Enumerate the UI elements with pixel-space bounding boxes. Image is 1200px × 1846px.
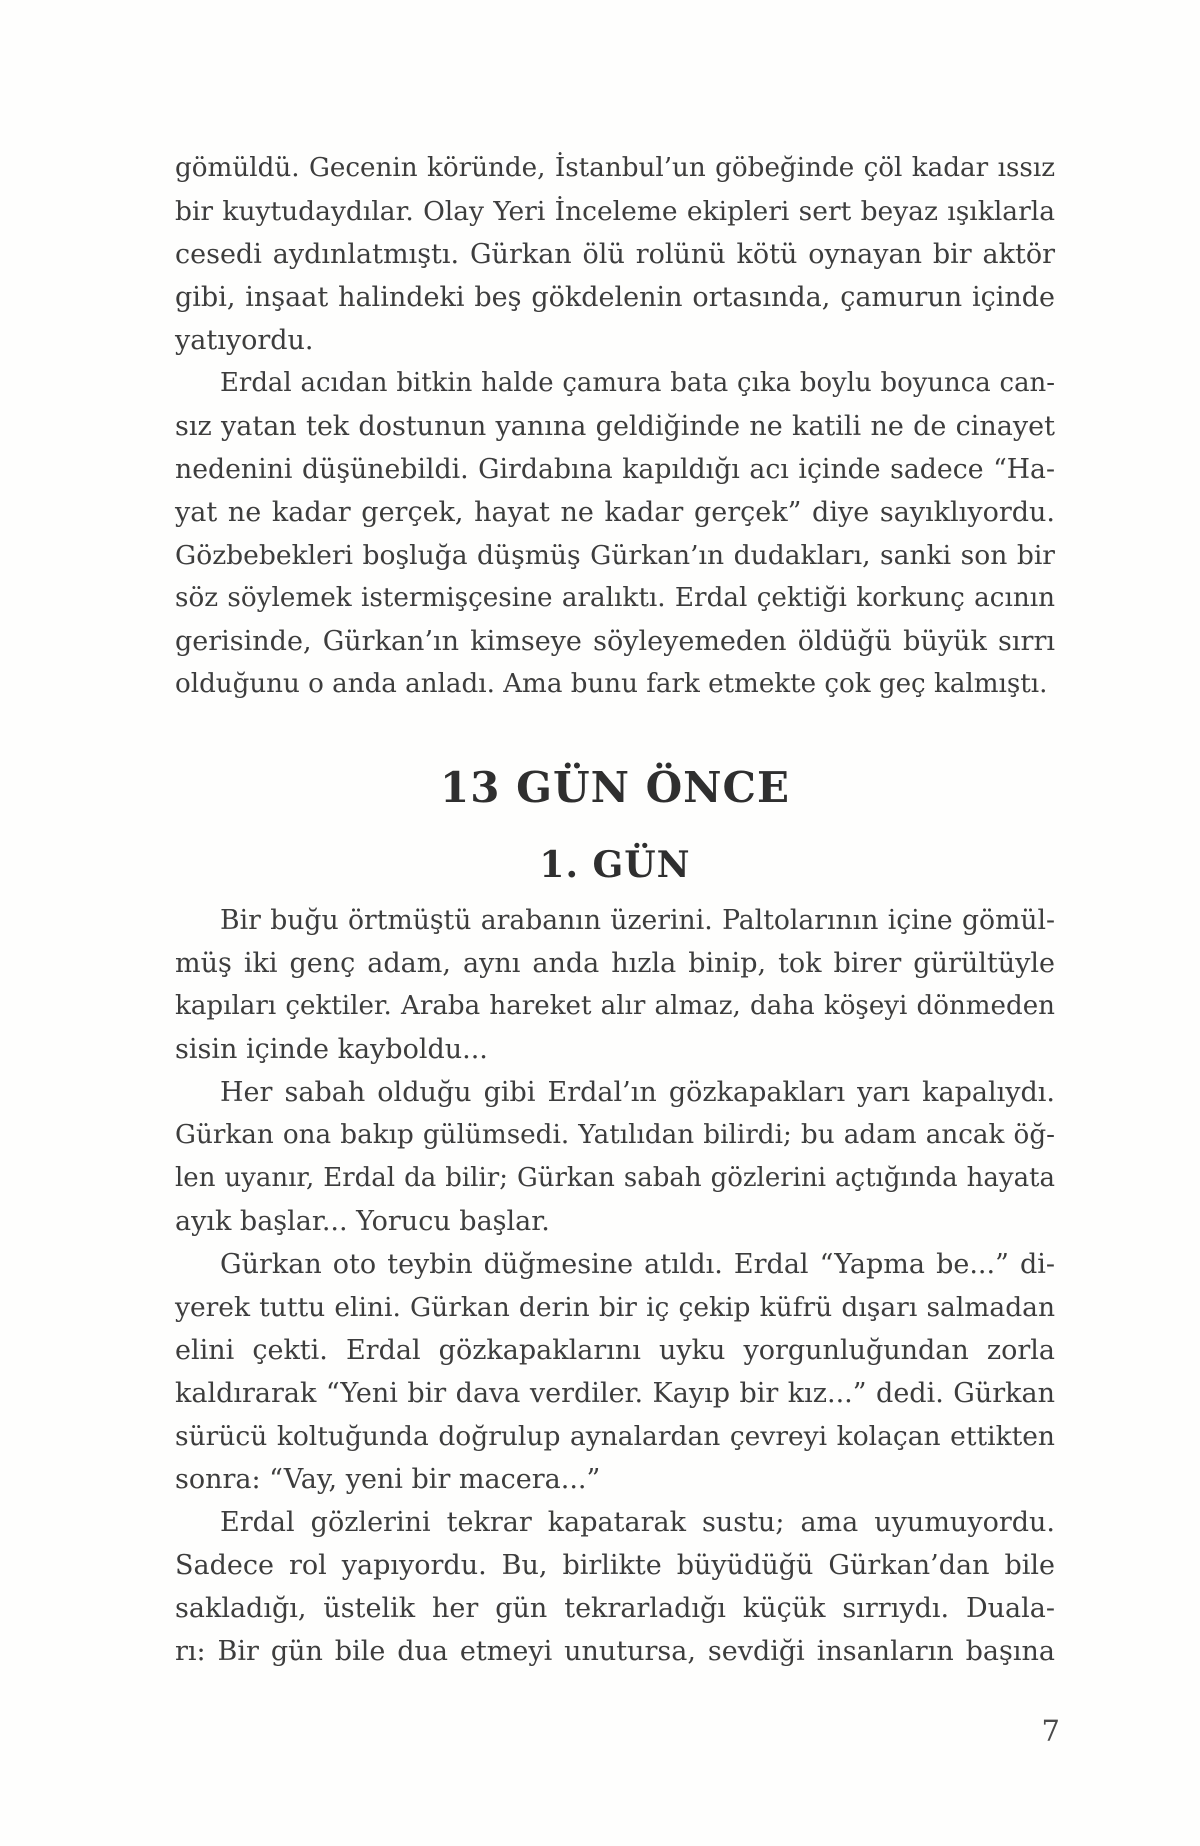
text-line: yerek tuttu elini. Gürkan derin bir iç çekip küfrü dışarı salmadan <box>175 1292 1055 1323</box>
day-heading: 1. GÜN <box>539 844 691 886</box>
text-line: olduğunu o anda anladı. Ama bunu fark etmekte çok geç kalmıştı. <box>175 669 1048 699</box>
text-line: Bir buğu örtmüştü arabanın üzerini. Paltolarının içine gömül- <box>220 905 1055 936</box>
text-line: kapıları çektiler. Araba hareket alır almaz, daha köşeyi dönmeden <box>175 991 1055 1021</box>
text-line: sisin içinde kayboldu... <box>175 1034 488 1065</box>
page-number: 7 <box>1041 1714 1060 1748</box>
text-line: yat ne kadar gerçek, hayat ne kadar gerçek” diye sayıklıyordu. <box>175 497 1055 528</box>
text-line: sız yatan tek dostunun yanına geldiğinde ne katili ne de cinayet <box>175 411 1055 442</box>
text-line: müş iki genç adam, aynı anda hızla binip, tok birer gürültüyle <box>175 948 1055 979</box>
paragraph <box>175 899 1055 1071</box>
text-line: Gürkan oto teybin düğmesine atıldı. Erdal “Yapma be...” di- <box>220 1249 1055 1280</box>
text-line: söz söylemek istermişçesine aralıktı. Erdal çektiği korkunç acının <box>175 583 1055 613</box>
text-line: Erdal acıdan bitkin halde çamura bata çıka boylu boyunca can- <box>220 368 1055 398</box>
text-line: cesedi aydınlatmıştı. Gürkan ölü rolünü kötü oynayan bir aktör <box>175 239 1055 270</box>
chapter-heading: 13 GÜN ÖNCE <box>440 763 790 812</box>
text-line: nedenini düşünebildi. Girdabına kapıldığı acı içinde sadece “Ha- <box>175 454 1055 485</box>
body-text <box>175 147 1055 1673</box>
paragraph <box>175 362 1055 706</box>
text-line: gerisinde, Gürkan’ın kimseye söyleyemeden öldüğü büyük sırrı <box>175 626 1055 657</box>
text-line: Gürkan ona bakıp gülümsedi. Yatılıdan bilirdi; bu adam ancak öğ- <box>175 1120 1055 1150</box>
text-line: ayık başlar... Yorucu başlar. <box>175 1206 550 1237</box>
paragraph <box>175 1501 1055 1673</box>
text-line: rı: Bir gün bile dua etmeyi unutursa, sevdiği insanların başına <box>175 1636 1055 1667</box>
paragraph <box>175 1243 1055 1501</box>
text-line: sakladığı, üstelik her gün tekrarladığı küçük sırrıydı. Duala- <box>175 1593 1055 1624</box>
text-line: Gözbebekleri boşluğa düşmüş Gürkan’ın dudakları, sanki son bir <box>175 540 1055 571</box>
paragraph <box>175 1071 1055 1243</box>
text-line: len uyanır, Erdal da bilir; Gürkan sabah gözlerini açtığında hayata <box>175 1163 1055 1193</box>
text-line: bir kuytudaydılar. Olay Yeri İnceleme ekipleri sert beyaz ışıklarla <box>175 196 1055 227</box>
text-line: sonra: “Vay, yeni bir macera...” <box>175 1464 601 1495</box>
text-line: Sadece rol yapıyordu. Bu, birlikte büyüdüğü Gürkan’dan bile <box>175 1550 1055 1581</box>
text-line: yatıyordu. <box>175 325 314 356</box>
text-line: sürücü koltuğunda doğrulup aynalardan çevreyi kolaçan ettikten <box>175 1421 1055 1452</box>
text-line: Erdal gözlerini tekrar kapatarak sustu; ama uyumuyordu. <box>220 1507 1055 1538</box>
text-line: elini çekti. Erdal gözkapaklarını uyku yorgunluğundan zorla <box>175 1335 1055 1366</box>
text-line: kaldırarak “Yeni bir dava verdiler. Kayıp bir kız...” dedi. Gürkan <box>175 1378 1055 1409</box>
paragraph <box>175 147 1055 362</box>
text-line: Her sabah olduğu gibi Erdal’ın gözkapakları yarı kapalıydı. <box>220 1077 1055 1108</box>
text-line: gibi, inşaat halindeki beş gökdelenin ortasında, çamurun içinde <box>175 282 1055 313</box>
text-line: gömüldü. Gecenin köründe, İstanbul’un göbeğinde çöl kadar ıssız <box>175 153 1055 183</box>
